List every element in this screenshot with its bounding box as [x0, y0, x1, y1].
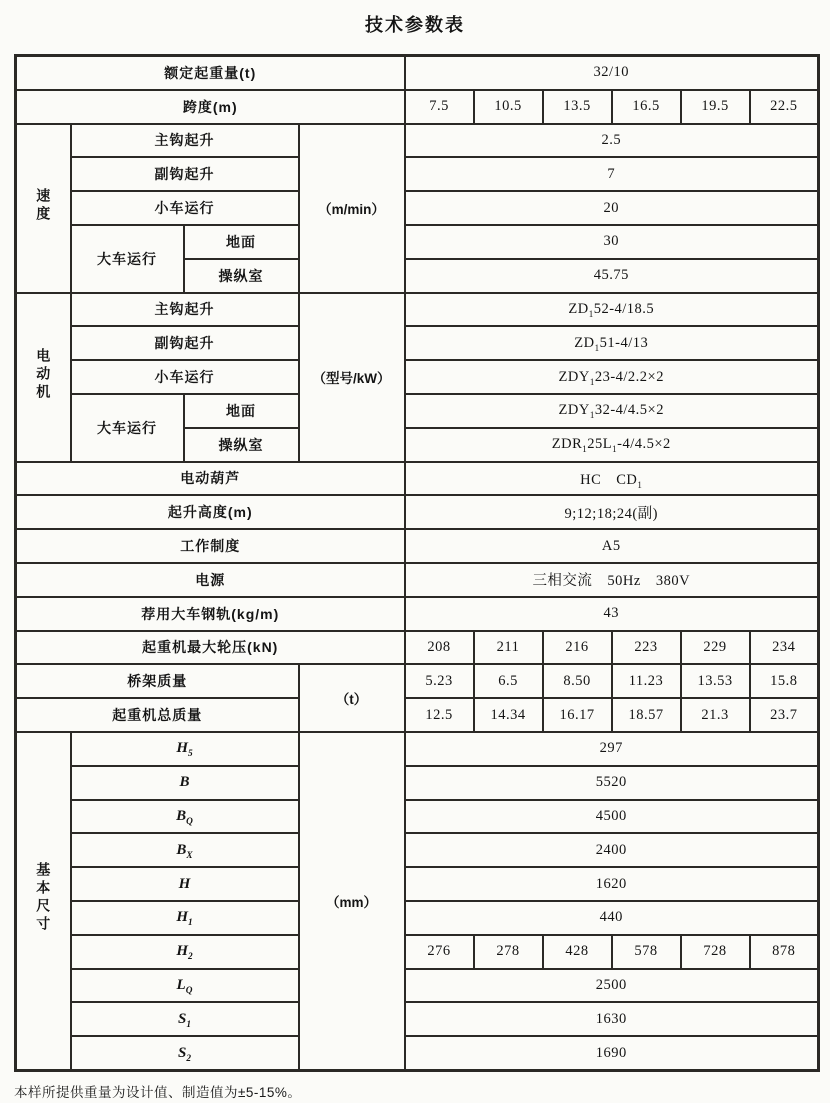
wheel-pressure-label: 起重机最大轮压(kN) — [16, 631, 405, 665]
wheel-pressure-value: 234 — [750, 631, 819, 665]
total-mass-label: 起重机总质量 — [16, 698, 299, 732]
lift-height-value: 9;12;18;24(副) — [405, 495, 819, 529]
table-row-motor-aux-hoist — [16, 326, 819, 360]
page-title: 技术参数表 — [365, 15, 465, 35]
motor-aux-hoist-value: $ZD_151-4/13$ — [405, 326, 819, 360]
table-row-speed-aux-hoist — [16, 157, 819, 191]
table-row-dim-h2 — [16, 935, 819, 969]
bridge-mass-value: 15.8 — [750, 664, 819, 698]
motor-trolley-value: $ZDY_123-4/2.2\times 2$ — [405, 360, 819, 394]
table-row-dim-lq — [16, 969, 819, 1003]
duty-class-label: 工作制度 — [16, 529, 405, 563]
hoist-value: HC $CD_1$ — [405, 462, 819, 496]
motor-main-hoist-label: 主钩起升 — [71, 293, 299, 327]
motor-trolley-label: 小车运行 — [71, 360, 299, 394]
dimensions-section-cell — [16, 732, 71, 1070]
table-row-dim-h1 — [16, 901, 819, 935]
total-mass-value: 18.57 — [612, 698, 681, 732]
wheel-pressure-value: 211 — [474, 631, 543, 665]
dim-h2-value: 276 — [405, 935, 474, 969]
motor-main-hoist-value: $ZD_152-4/18.5$ — [405, 293, 819, 327]
table-row-lift-height — [16, 495, 819, 529]
table-row-total-mass — [16, 698, 819, 732]
total-mass-value: 23.7 — [750, 698, 819, 732]
dim-lq-label: $L_Q$ — [71, 969, 299, 1003]
total-mass-value: 16.17 — [543, 698, 612, 732]
bridge-mass-value: 13.53 — [681, 664, 750, 698]
table-row-dim-bx — [16, 833, 819, 867]
power-supply-value: 三相交流 50Hz 380V — [405, 563, 819, 597]
motor-travel-label: 大车运行 — [71, 394, 184, 462]
bridge-mass-label: 桥架质量 — [16, 664, 299, 698]
table-row-duty-class — [16, 529, 819, 563]
motor-aux-hoist-label: 副钩起升 — [71, 326, 299, 360]
table-row-speed-travel-ground — [16, 225, 819, 259]
speed-main-hoist-value: 2.5 — [405, 124, 819, 158]
table-row-motor-main-hoist — [16, 293, 819, 327]
table-row-dim-h — [16, 867, 819, 901]
table-row-dim-s2 — [16, 1036, 819, 1070]
dim-h2-value: 728 — [681, 935, 750, 969]
wheel-pressure-value: 216 — [543, 631, 612, 665]
dim-bx-value: 2400 — [405, 833, 819, 867]
bridge-mass-value: 11.23 — [612, 664, 681, 698]
span-value: 22.5 — [750, 90, 819, 124]
rail-label: 荐用大车钢轨(kg/m) — [16, 597, 405, 631]
speed-aux-hoist-label: 副钩起升 — [71, 157, 299, 191]
bridge-mass-value: 6.5 — [474, 664, 543, 698]
span-value: 7.5 — [405, 90, 474, 124]
dim-h1-value: 440 — [405, 901, 819, 935]
rail-value: 43 — [405, 597, 819, 631]
speed-travel-ground-label: 地面 — [184, 225, 299, 259]
dim-s2-label: $S_2$ — [71, 1036, 299, 1070]
dim-h1-label: $H_1$ — [71, 901, 299, 935]
table-row-dim-h5 — [16, 732, 819, 766]
dim-s1-label: $S_1$ — [71, 1002, 299, 1036]
mass-unit: （t） — [299, 664, 405, 732]
table-row-hoist — [16, 462, 819, 496]
speed-travel-cab-label: 操纵室 — [184, 259, 299, 293]
dim-h2-value: 578 — [612, 935, 681, 969]
speed-section-label: 速度 — [35, 187, 52, 224]
speed-travel-ground-value: 30 — [405, 225, 819, 259]
dim-h2-value: 428 — [543, 935, 612, 969]
speed-travel-label: 大车运行 — [71, 225, 184, 293]
wheel-pressure-value: 223 — [612, 631, 681, 665]
bridge-mass-value: 8.50 — [543, 664, 612, 698]
speed-trolley-label: 小车运行 — [71, 191, 299, 225]
span-value: 16.5 — [612, 90, 681, 124]
footnote: 本样所提供重量为设计值、制造值为±5-15%。 — [14, 1084, 302, 1100]
dim-h2-value: 278 — [474, 935, 543, 969]
speed-section-cell — [16, 124, 71, 293]
motor-travel-ground-label: 地面 — [184, 394, 299, 428]
speed-trolley-value: 20 — [405, 191, 819, 225]
motor-unit: （型号/kW） — [299, 293, 405, 462]
table-row-motor-trolley — [16, 360, 819, 394]
table-row-span — [16, 90, 819, 124]
dim-b-label: B — [71, 766, 299, 800]
motor-section-cell — [16, 293, 71, 462]
dim-h-label: H — [71, 867, 299, 901]
dim-s2-value: 1690 — [405, 1036, 819, 1070]
table-row-speed-main-hoist — [16, 124, 819, 158]
dim-h5-label: $H_5$ — [71, 732, 299, 766]
wheel-pressure-value: 229 — [681, 631, 750, 665]
table-row-dim-s1 — [16, 1002, 819, 1036]
speed-aux-hoist-value: 7 — [405, 157, 819, 191]
span-value: 19.5 — [681, 90, 750, 124]
table-row-speed-trolley — [16, 191, 819, 225]
table-row-power-supply — [16, 563, 819, 597]
rated-capacity-value: 32/10 — [405, 56, 819, 90]
motor-travel-ground-value: $ZDY_132-4/4.5\times 2$ — [405, 394, 819, 428]
span-value: 10.5 — [474, 90, 543, 124]
table-row-dim-b — [16, 766, 819, 800]
dimensions-unit: （mm） — [299, 732, 405, 1070]
span-value: 13.5 — [543, 90, 612, 124]
table-row-bridge-mass — [16, 664, 819, 698]
table-row-rail — [16, 597, 819, 631]
motor-section-label: 电动机 — [35, 347, 52, 402]
motor-travel-cab-value: $ZDR_125L_1-4/4.5\times 2$ — [405, 428, 819, 462]
dim-lq-value: 2500 — [405, 969, 819, 1003]
span-label: 跨度(m) — [16, 90, 405, 124]
bridge-mass-value: 5.23 — [405, 664, 474, 698]
dim-h2-label: $H_2$ — [71, 935, 299, 969]
speed-travel-cab-value: 45.75 — [405, 259, 819, 293]
dim-b-value: 5520 — [405, 766, 819, 800]
table-row-rated-capacity — [16, 56, 819, 90]
rated-capacity-label: 额定起重量(t) — [16, 56, 405, 90]
dim-h5-value: 297 — [405, 732, 819, 766]
dim-bq-label: $B_Q$ — [71, 800, 299, 834]
wheel-pressure-value: 208 — [405, 631, 474, 665]
total-mass-value: 12.5 — [405, 698, 474, 732]
lift-height-label: 起升高度(m) — [16, 495, 405, 529]
dimensions-section-label: 基本尺寸 — [35, 862, 52, 935]
speed-unit: （m/min） — [299, 124, 405, 293]
dim-bx-label: $B_X$ — [71, 833, 299, 867]
dim-h-value: 1620 — [405, 867, 819, 901]
motor-travel-cab-label: 操纵室 — [184, 428, 299, 462]
table-row-motor-travel-ground — [16, 394, 819, 428]
total-mass-value: 21.3 — [681, 698, 750, 732]
dim-s1-value: 1630 — [405, 1002, 819, 1036]
duty-class-value: A5 — [405, 529, 819, 563]
power-supply-label: 电源 — [16, 563, 405, 597]
dim-h2-value: 878 — [750, 935, 819, 969]
speed-main-hoist-label: 主钩起升 — [71, 124, 299, 158]
table-row-wheel-pressure — [16, 631, 819, 665]
dim-bq-value: 4500 — [405, 800, 819, 834]
hoist-label: 电动葫芦 — [16, 462, 405, 496]
spec-table — [14, 54, 820, 1072]
total-mass-value: 14.34 — [474, 698, 543, 732]
table-row-dim-bq — [16, 800, 819, 834]
